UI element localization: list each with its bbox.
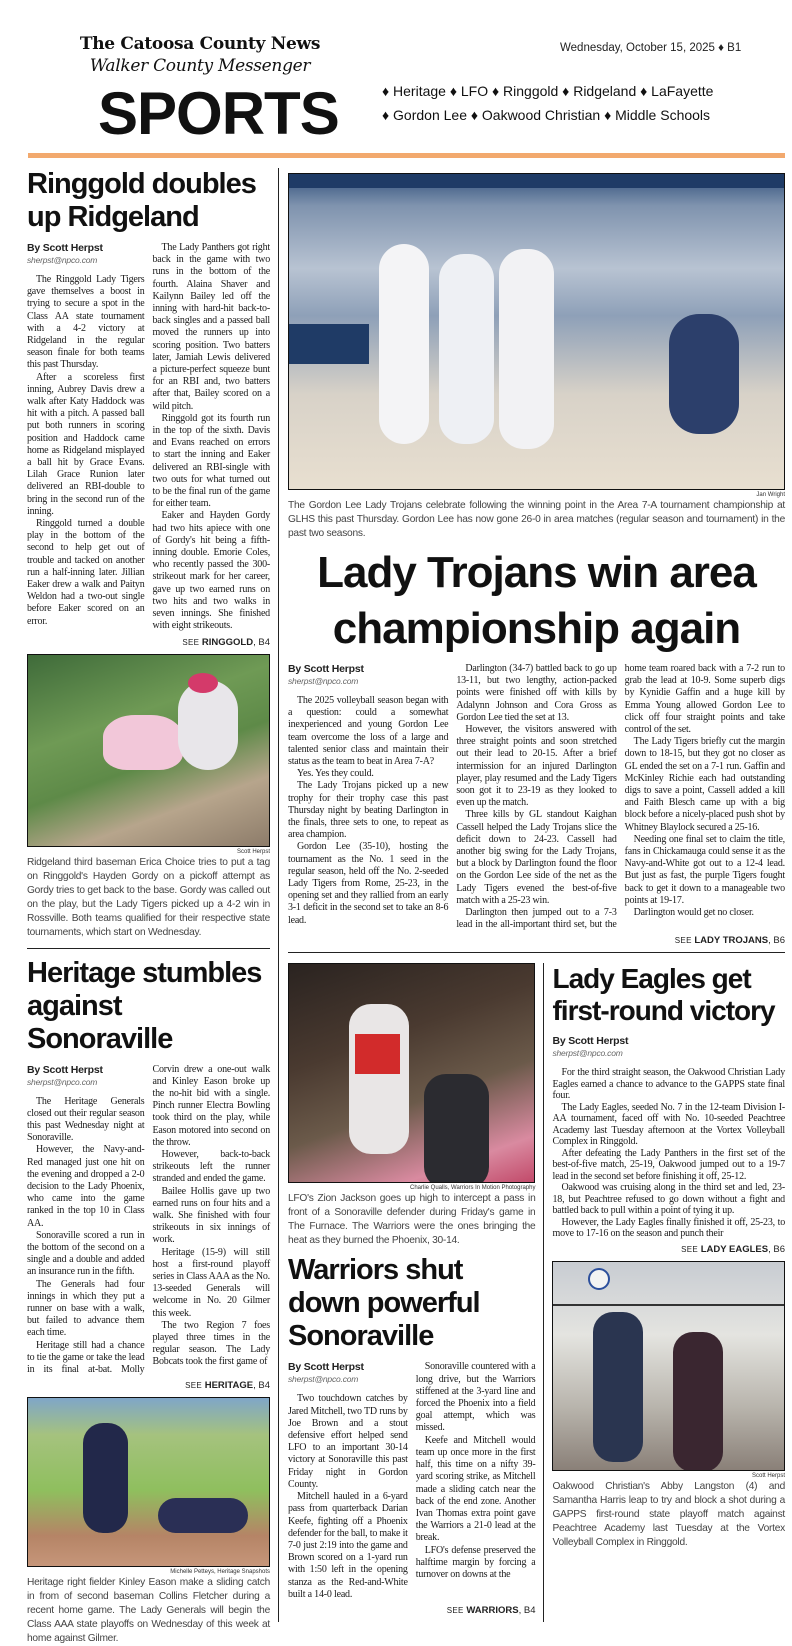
author-email[interactable]: sherpst@npco.com (27, 255, 98, 265)
warriors-football-photo (288, 963, 535, 1183)
heritage-body (27, 1064, 270, 1377)
paragraph: However, the visitors answered with three straight points and soon stretched out their lead to 20-15. After a brief intermission for an injured Darlington player, play resumed and the Lady Tigers soon got it to 23-19 as they looked to even up the match. (456, 724, 617, 809)
paragraph: Mitchell hauled in a 6-yard pass from quarterback Darian Keefe, fighting off a Phoenix defender for the ball, to make it 7-0 just 2:19 into the game and Brown scored on a 1-yard run with 1:50 left in the opening stanza as the Red-and-White built a 14-0 lead. (288, 1491, 408, 1600)
paragraph: However, back-to-back strikeouts left the runner stranded and ended the game. (152, 1148, 270, 1185)
photo-caption: Ridgeland third baseman Erica Choice tries to put a tag on Ringgold's Hayden Gordy on a pickoff attempt as Gordy tries to get back to the base. Gordy was called out on the play, but the Lady Tigers picked up a 4-2 win in Rossville. Both teams qualified for their respective state tournaments, which start on Wednesday. (27, 856, 270, 938)
author-email[interactable]: sherpst@npco.com (288, 1374, 359, 1385)
player-figure (178, 680, 238, 770)
paragraph: The Lady Eagles, seeded No. 7 in the 12-team Division I-AA tournament, faced off with No. 10-seeded Peachtree Academy last Tuesday afternoon at the Vortex Volleyball Complex in Ringgold. (552, 1101, 785, 1148)
photo-caption: The Gordon Lee Lady Trojans celebrate following the winning point in the Area 7-A tournament championship at GLHS this past Thursday. Gordon Lee has now gone 26-0 in area matches (regular season and tournament) in the past two seasons. (288, 500, 785, 539)
right-area (278, 168, 785, 1622)
paragraph: Darlington then jumped out to a 7-3 lead in the all-important third set, but the home team roared back with a 7-2 run to grab the lead at 10-9. Some superb digs by Kynidie Gaffin and a huge kill by Emma Young allowed Gordon Lee to click off four straight points and take control of the set. (456, 663, 785, 931)
player-figure (158, 1498, 248, 1533)
paragraph: After a scoreless first inning, Aubrey Davis drew a walk after Katy Haddock was hit with a pitch. A passed ball put both runners in scoring position and Haddock came home as Ridgeland misplayed a ball hit by Grace Evans. Lilah Grace Runion later delivered an RBI-double to bring in the second run of the inning. (27, 371, 145, 517)
see-ringgold-jump[interactable]: SEE RINGGOLD, B4 (182, 636, 270, 648)
paragraph: Eaker and Hayden Gordy had two hits apiece with one of Gordy's hit being a fifth-inning double. Emorie Coles, who recently passed the 300-strikeout mark for her career, gave up two earned runs on two hits and two walks in seven innings. She finished with eight strikeouts. (152, 510, 270, 632)
jersey (355, 1034, 400, 1074)
paragraph: Needing one final set to claim the title, fans in Chickamauga could sense it as the Navy-and-White got out to a 12-4 lead. But just as fast, the purple Tigers fought back to get it down to a manageable two points at 19-17. (624, 833, 785, 906)
paragraph: The Lady Trojans picked up a new trophy for their trophy case this past Thursday night by beating Darlington in the finals, three sets to one, to repeat as area champion. (288, 780, 449, 841)
paragraph: Sonoraville scored a run in the bottom of the second on a single and a double and added an insurance run in the fifth. (27, 1229, 145, 1278)
byline: By Scott Herpst (552, 1035, 629, 1048)
player-figure (379, 244, 429, 444)
player-figure (424, 1074, 489, 1183)
section-divider (27, 948, 270, 949)
lady-eagles-column (543, 963, 785, 1621)
date-line: Wednesday, October 15, 2025 ♦ B1 (560, 42, 742, 54)
paragraph: Heritage (15-9) will still host a first-round playoff series in Class AAA as the No. 13-seeded Generals will welcome in No. 20 Gilmer this week. (152, 1246, 270, 1319)
wall-sign (289, 324, 369, 364)
paragraph: Two touchdown catches by Jared Mitchell, two TD runs by Joe Brown and a stout defensive effort helped send LFO to an important 30-14 victory at Sonoraville this past Friday night in Gordon County. (288, 1393, 408, 1490)
photo-credit: Charlie Qualls, Warriors In Motion Photography (409, 1185, 536, 1192)
photo-caption: Heritage right fielder Kinley Eason make a sliding catch in from of second baseman Collins Fletcher during a recent home game. The Lady Generals will begin the Class AAA state playoffs on Wednesday of this week at home against Gilmer. (27, 1577, 270, 1645)
paragraph: Oakwood was cruising along in the third set and led, 23-18, but Peachtree refused to go down without a fight and battled back to pull within a point of tying it up. (552, 1182, 785, 1217)
lower-row (288, 963, 785, 1621)
paragraph: After defeating the Lady Panthers in the first set of the best-of-five match, 25-19, Oakwood jumped out to a 19-7 lead in the second set before finishing it off, 25-12. (552, 1147, 785, 1182)
masthead-catoosa: The Catoosa County News (79, 34, 321, 54)
paragraph: The Lady Tigers briefly cut the margin down to 18-15, but they got no closer as GL ended the set on a 7-1 run. Gaffin and McKinley Richie each had outstanding digs to save a point, Cassell added a kill and Faith Blesch came up with a big block before a nicely-placed push shot by Whitney Blaylock secured a 25-16. (624, 736, 785, 833)
paragraph: Darlington would get no closer. (633, 907, 754, 919)
author-email[interactable]: sherpst@npco.com (288, 676, 359, 686)
ringgold-article-headline: Ringgold doubles up Ridgeland (27, 168, 256, 233)
player-figure (673, 1332, 723, 1471)
paragraph: Gordon Lee (35-10), hosting the tournament as the No. 1 seed in the regular season, held off the No. 2-seeded Lady Tigers from Rome, 25-23, in the opening set and they rallied from an early 3-1 deficit in the second set to take an 8-6 lead. (288, 841, 449, 926)
teams-line-2: ♦ Gordon Lee ♦ Oakwood Christian ♦ Middle Schools (382, 107, 711, 123)
paragraph: LFO's defense preserved the halftime margin by forcing a turnover on downs at the (415, 1544, 536, 1580)
lady-eagles-volleyball-photo (552, 1261, 785, 1471)
header-accent-rule (28, 153, 785, 158)
left-column (27, 168, 270, 1646)
paragraph: Darlington (34-7) battled back to go up 13-11, but two lengthy, action-packed points were finished off with kills by Adalynn Johnson and Cora Gross as Gordon Lee tied the set at 13. (456, 663, 617, 723)
lady-trojans-celebration-photo (288, 173, 785, 490)
heritage-headline: Heritage stumbles against Sonoraville (27, 956, 262, 1055)
paragraph: However, the Navy-and-Red managed just one hit on the evening and dropped a 2-0 decision to the Lady Phoenix, who came into the game ranked in the top 10 in Class AA. (27, 1144, 145, 1229)
paragraph: Yes. Yes they could. (297, 768, 374, 780)
section-divider (288, 952, 785, 953)
see-lady-trojans-jump[interactable]: SEE LADY TROJANS, B6 (674, 935, 785, 947)
volleyball (588, 1268, 610, 1290)
heritage-softball-photo (27, 1397, 270, 1567)
byline: By Scott Herpst (288, 1361, 364, 1374)
photo-caption: Oakwood Christian's Abby Langston (4) and Samantha Harris leap to try and block a shot during a GAPPS first-round state playoff match against Peachtree Academy last Tuesday at the Vortex Volleyball Complex in Ringgold. (552, 1480, 785, 1548)
section-title: SPORTS (98, 80, 339, 147)
ringgold-softball-photo (27, 654, 270, 847)
lady-trojans-body (288, 663, 785, 931)
net (553, 1304, 784, 1306)
player-figure (669, 314, 739, 434)
byline: By Scott Herpst (27, 1063, 103, 1076)
teams-line-1: ♦ Heritage ♦ LFO ♦ Ringgold ♦ Ridgeland ♦ LaFayette (382, 83, 714, 99)
masthead-walker: Walker County Messenger (89, 56, 311, 76)
lady-eagles-headline: Lady Eagles get first-round victory (552, 963, 775, 1027)
author-email[interactable]: sherpst@npco.com (27, 1076, 98, 1087)
byline: By Scott Herpst (27, 242, 103, 254)
paragraph: The two Region 7 foes played three times in the regular season. The Lady Bobcats took the first game of (152, 1319, 270, 1368)
see-warriors-jump[interactable]: SEE WARRIORS, B4 (446, 1604, 536, 1616)
paragraph: Sonoraville countered with a long drive, but the Warriors stiffened at the 3-yard line and forced the Phoenix into a field goal attempt, which was missed. (415, 1361, 536, 1434)
photo-credit: Jan Wright (756, 492, 785, 498)
warriors-column (288, 963, 543, 1621)
player-figure (499, 249, 554, 449)
photo-credit: Michelle Petteys, Heritage Snapshots (170, 1569, 270, 1576)
photo-caption: LFO's Zion Jackson goes up high to intercept a pass in front of a Sonoraville defender during Friday's game in The Furnace. The Warriors were the ones bringing the heat as they burned the Phoenix, 30-14. (288, 1193, 536, 1247)
player-figure (103, 715, 183, 770)
paragraph: The 2025 volleyball season began with a question: could a somewhat inexperienced and young Gordon Lee team overcome the loss of a large and talented senior class and maintain their status as the team to beat in Area 7-A? (288, 695, 449, 768)
warriors-headline: Warriors shut down powerful Sonoraville (288, 1254, 480, 1353)
paragraph: Heritage still had a chance to tie the game or take the lead in its final at-bat. Molly Corvin drew a one-out walk and Kinley Eason broke up the no-hit bid with a single. Pinch runner Electra Bowling took third on the play, while Eason motored into second on the throw. (27, 1063, 270, 1375)
paragraph: Keefe and Mitchell would team up once more in the first half, this time on a nifty 39-yard scoring strike, as Mitchell made a sliding catch near the back of the end zone. Another Ivan Thomas extra point gave the Warriors a 21-0 lead at the break. (415, 1434, 536, 1544)
lady-trojans-headline: Lady Trojans win area championship again (317, 548, 756, 653)
byline: By Scott Herpst (288, 663, 364, 675)
author-email[interactable]: sherpst@npco.com (552, 1048, 623, 1059)
paragraph: The Lady Panthers got right back in the game with two runs in the bottom of the fourth. Alaina Shaver and Kailynn Bailey led off the inning with hard-hit back-to-back singles and a passed ball moved the runners up into scoring position. Two batters later, Jamiah Lewis delivered a picture-perfect squeeze bunt for an RBI and, two batters after that, Bailey scored on a wild pitch. (152, 242, 270, 412)
paragraph: However, the Lady Eagles finally finished it off, 25-23, to move to 17-16 on the season and punch their (552, 1216, 785, 1240)
warriors-body (288, 1361, 535, 1600)
paragraph: Ringgold turned a double play in the bottom of the second to help get out of trouble and tacked on another run a half-inning later. Jillian Eaker drew a walk and Paityn Weldon had a two-out single before Eaker scored on an error. (27, 518, 145, 627)
paragraph: The Ringgold Lady Tigers gave themselves a boost in trying to secure a spot in the Class AA state tournament with a 4-2 victory at Ridgeland in the regular season finale for both teams this past Thursday. (27, 274, 145, 371)
paragraph: Ringgold got its fourth run in the top of the sixth. Davis and Evans reached on errors to start the inning and Eaker delivered an RBI-single with two outs for what turned out to be the final run of the game for either team. (152, 412, 270, 510)
see-lady-eagles-jump[interactable]: SEE LADY EAGLES, B6 (681, 1243, 785, 1255)
lady-eagles-body (552, 1035, 785, 1240)
player-figure (439, 254, 494, 444)
player-figure (593, 1312, 643, 1462)
player-figure (349, 1004, 409, 1154)
paragraph: Three kills by GL standout Kaighan Cassell helped the Lady Trojans slice the deficit down to 24-23. Cassell had another big swing for the Lady Trojans, but a block by Darlington found the floor on the Gordon Lee side of the net as the Lady Tigers evened the best-of-five match with a 25-23 win. (456, 809, 617, 906)
paragraph: The Generals had four innings in which they put a runner on base with a walk, but failed to advance them each time. (27, 1278, 145, 1339)
paragraph: The Heritage Generals closed out their regular season this past Wednesday night at Sonoraville. (27, 1095, 145, 1144)
ringgold-article-body (27, 242, 270, 633)
player-figure (83, 1423, 128, 1533)
paragraph: Bailee Hollis gave up two earned runs on four hits and a walk. She finished with four strikeouts in six innings of work. (152, 1185, 270, 1246)
banner (289, 174, 784, 188)
paragraph: For the third straight season, the Oakwood Christian Lady Eagles earned a chance to advance to the GAPPS state final four. (552, 1067, 785, 1102)
player-figure (188, 673, 218, 693)
photo-credit: Scott Herpst (236, 848, 270, 855)
see-heritage-jump[interactable]: SEE HERITAGE, B4 (185, 1380, 270, 1392)
photo-credit: Scott Herpst (751, 1472, 785, 1479)
